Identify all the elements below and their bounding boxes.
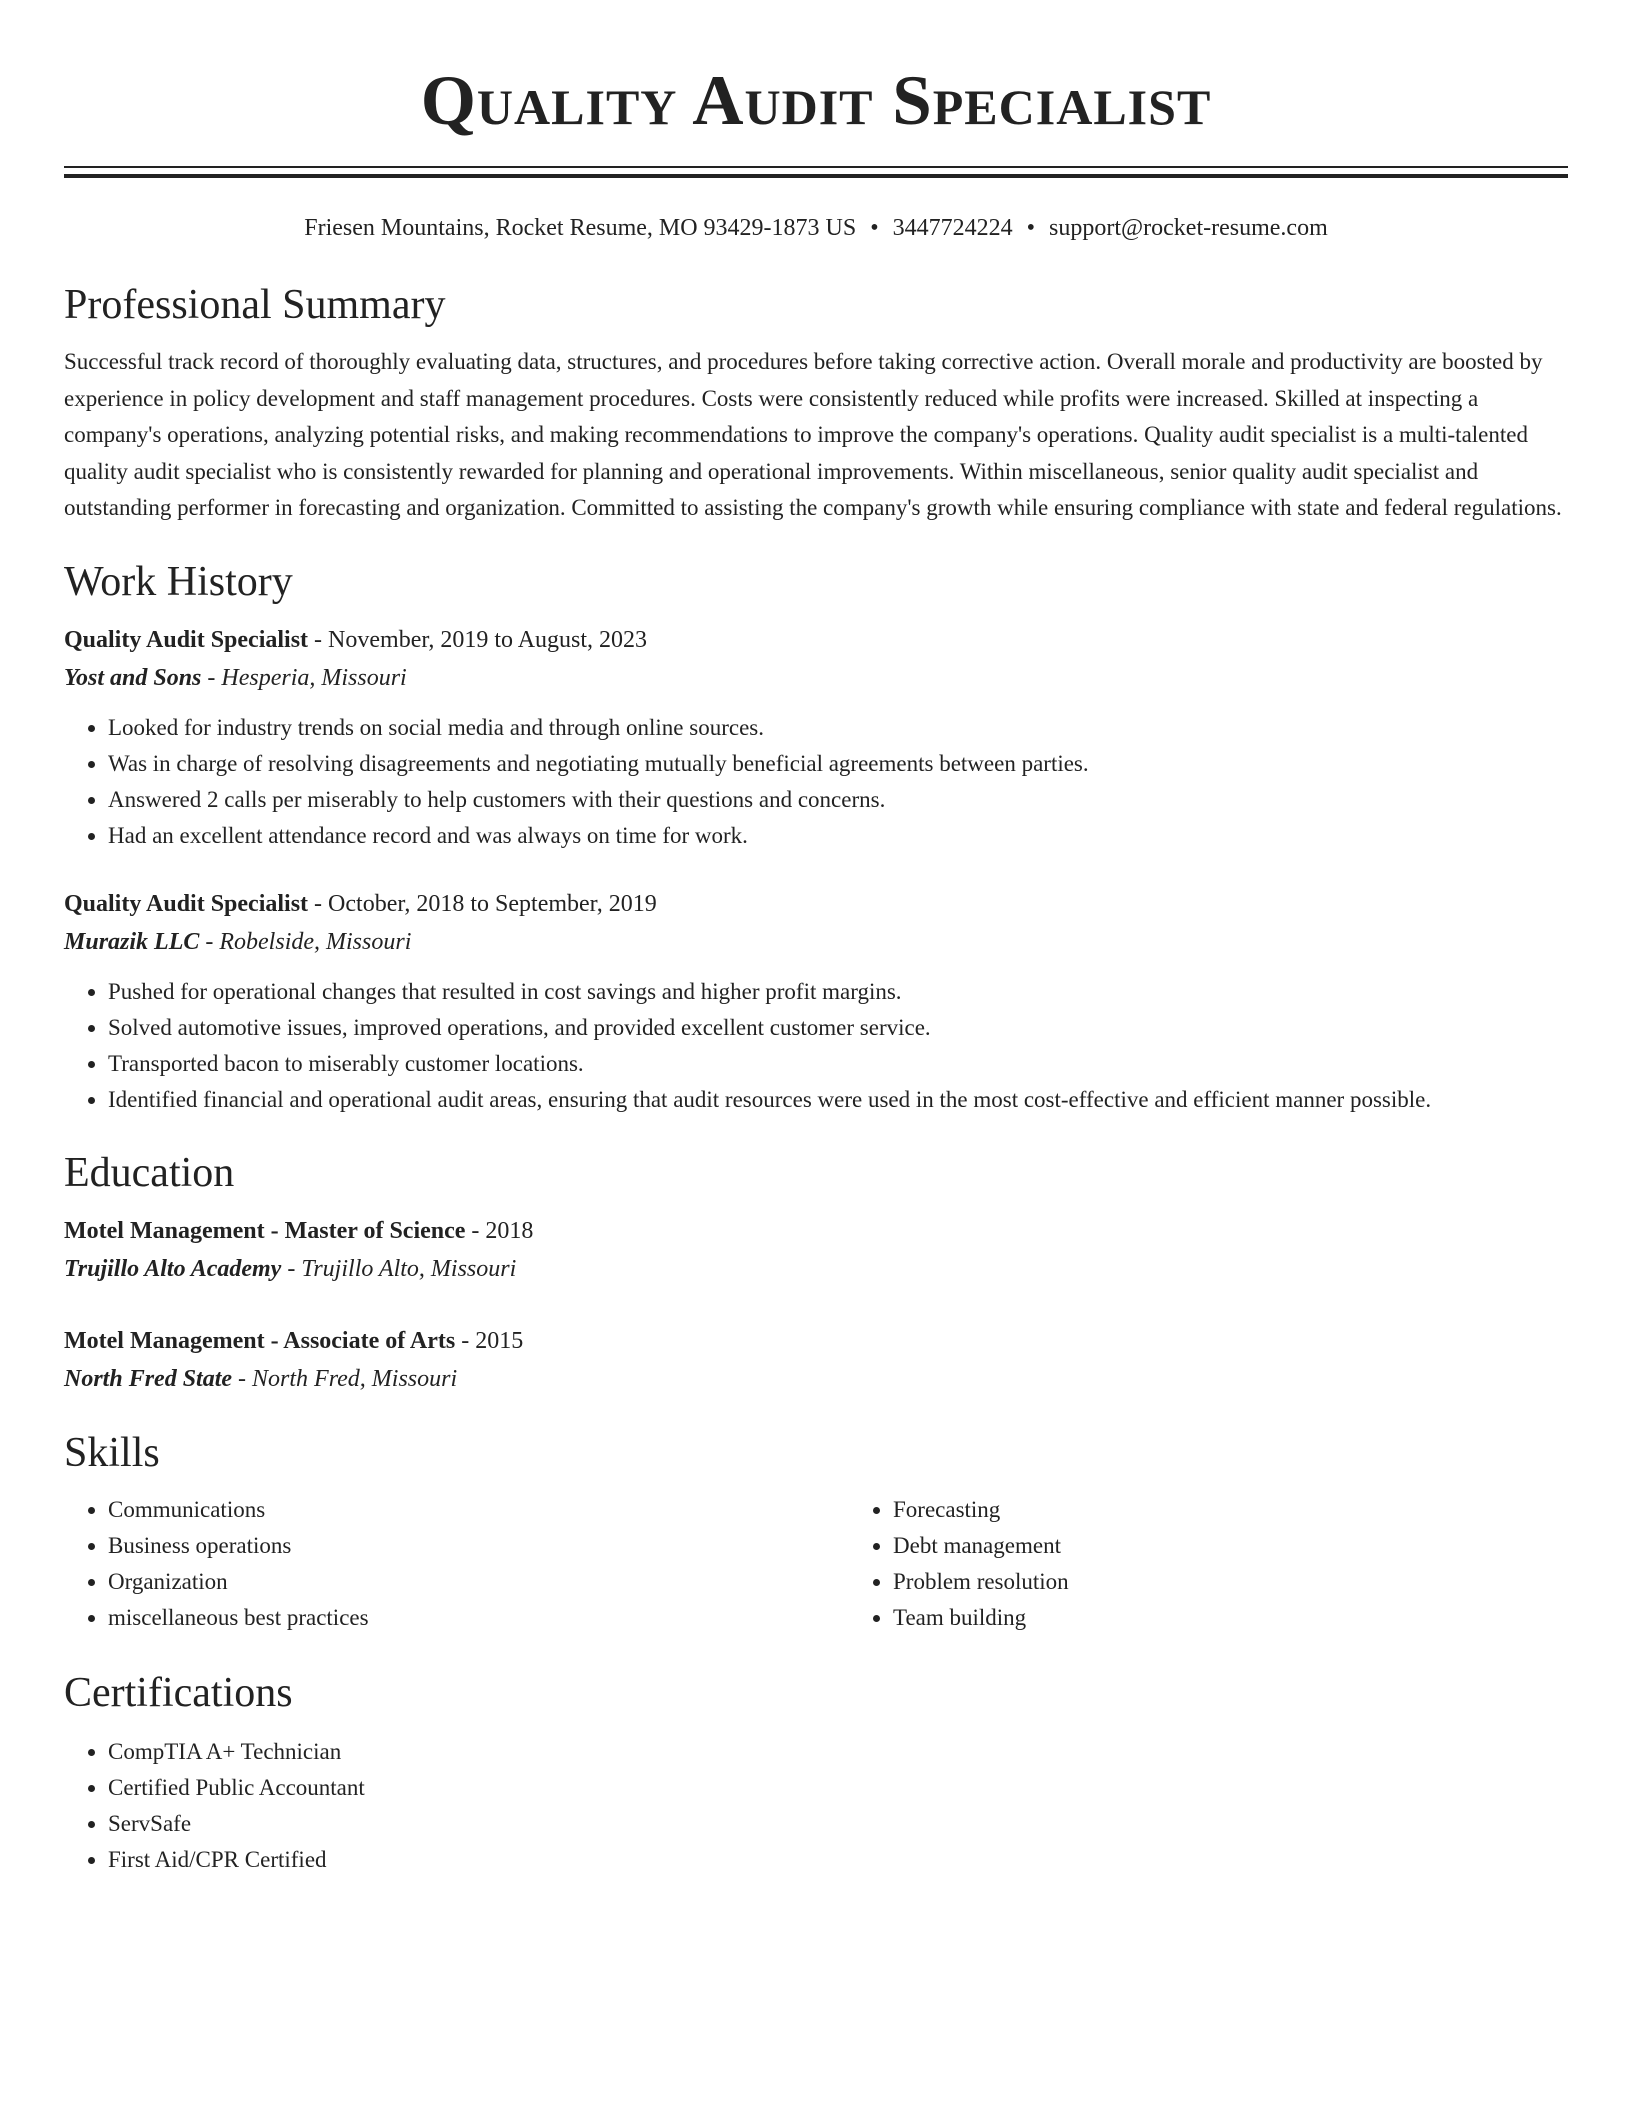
skills-columns <box>64 1492 1568 1636</box>
education-degree-line <box>64 1322 1568 1360</box>
skills-list-left <box>64 1492 849 1636</box>
job-dates: - October, 2018 to September, 2019 <box>308 890 657 917</box>
skill-item: • Forecasting <box>893 1492 1069 1528</box>
skill-item: • Business operations <box>108 1528 849 1564</box>
certification-item: • Certified Public Accountant <box>108 1770 1568 1806</box>
job-title-line <box>64 885 1568 923</box>
certification-item: • CompTIA A+ Technician <box>108 1734 1568 1770</box>
contact-separator: • <box>870 215 879 241</box>
contact-email: support@rocket-resume.com <box>1049 215 1328 241</box>
job-bullet: • Had an excellent attendance record and was always on time for work. <box>108 818 1568 854</box>
certifications-section <box>64 1668 1568 1878</box>
skill-item: • Organization <box>108 1564 849 1600</box>
skill-item: • Debt management <box>893 1528 1069 1564</box>
education-school-line <box>64 1250 1568 1288</box>
job-bullet: • Looked for industry trends on social media and through online sources. <box>108 710 1568 746</box>
header-divider <box>64 166 1568 178</box>
education-school: Trujillo Alto Academy <box>64 1255 282 1282</box>
certifications-list <box>64 1734 1568 1878</box>
contact-line <box>64 212 1568 244</box>
contact-address: Friesen Mountains, Rocket Resume, MO 93429-1873 US <box>304 215 857 241</box>
skill-item: • Team building <box>893 1600 1069 1636</box>
education-entry <box>64 1322 1568 1398</box>
job-title-line <box>64 621 1568 659</box>
job-bullet: • Transported bacon to miserably customer locations. <box>108 1046 1568 1082</box>
job-bullets <box>64 710 1568 854</box>
skills-list-right <box>849 1492 1069 1636</box>
job-company: Yost and Sons <box>64 664 202 691</box>
education-heading: Education <box>64 1149 235 1196</box>
education-degree-line <box>64 1212 1568 1250</box>
job-bullet: • Pushed for operational changes that resulted in cost savings and higher profit margins. <box>108 974 1568 1010</box>
job-dates: - November, 2019 to August, 2023 <box>308 626 648 653</box>
skill-item: • Problem resolution <box>893 1564 1069 1600</box>
certification-item: • ServSafe <box>108 1806 1568 1842</box>
education-year: - 2015 <box>455 1327 524 1354</box>
job-title: Quality Audit Specialist <box>64 890 309 917</box>
job-entry <box>64 621 1568 854</box>
work-history-section <box>64 557 1568 1118</box>
education-location: - Trujillo Alto, Missouri <box>281 1255 517 1282</box>
education-degree: Motel Management - Master of Science <box>64 1217 466 1244</box>
summary-heading: Professional Summary <box>64 282 446 328</box>
education-entry <box>64 1212 1568 1288</box>
job-org-line <box>64 659 1568 697</box>
skill-item: • miscellaneous best practices <box>108 1600 849 1636</box>
contact-phone: 3447724224 <box>892 215 1013 241</box>
skills-section <box>64 1428 1568 1636</box>
education-degree: Motel Management - Associate of Arts <box>64 1327 456 1354</box>
education-year: - 2018 <box>465 1217 534 1244</box>
summary-text: Successful track record of thoroughly evaluating data, structures, and procedures before taking corrective action. Overall morale and productivity are boosted by experience in policy development and staff management procedures. Costs were consistently reduced while profits were increased. Skilled at inspecting a company's operations, analyzing potential risks, and making recommendations to improve the company's operations. Quality audit specialist is a multi-talented quality audit specialist who is consistently rewarded for planning and operational improvements. Within miscellaneous, senior quality audit specialist and outstanding performer in forecasting and organization. Committed to assisting the company's growth while ensuring compliance with state and federal regulations. <box>64 349 1562 520</box>
job-bullet: • Was in charge of resolving disagreements and negotiating mutually beneficial agreements between parties. <box>108 746 1568 782</box>
job-location: - Robelside, Missouri <box>199 928 412 955</box>
job-title: Quality Audit Specialist <box>64 626 309 653</box>
education-school-line <box>64 1360 1568 1398</box>
contact-separator: • <box>1026 215 1036 241</box>
education-location: - North Fred, Missouri <box>232 1365 458 1392</box>
job-org-line <box>64 923 1568 961</box>
header-rule-thick <box>64 174 1568 178</box>
certifications-heading: Certifications <box>64 1669 293 1716</box>
education-school: North Fred State <box>64 1365 233 1392</box>
job-bullet: • Identified financial and operational audit areas, ensuring that audit resources were used in the most cost-effective and efficient manner possible. <box>108 1082 1568 1118</box>
summary-section <box>64 280 1568 527</box>
education-section <box>64 1148 1568 1398</box>
job-location: - Hesperia, Missouri <box>201 664 407 691</box>
job-bullet: • Solved automotive issues, improved operations, and provided excellent customer service. <box>108 1010 1568 1046</box>
certification-item: • First Aid/CPR Certified <box>108 1842 1568 1878</box>
job-entry <box>64 885 1568 1118</box>
job-bullet: • Answered 2 calls per miserably to help customers with their questions and concerns. <box>108 782 1568 818</box>
work-history-heading: Work History <box>64 558 293 605</box>
header-rule-thin <box>64 166 1568 168</box>
resume-name: Quality Audit Specialist <box>420 62 1212 140</box>
skill-item: • Communications <box>108 1492 849 1528</box>
job-bullets <box>64 974 1568 1118</box>
job-company: Murazik LLC <box>64 928 200 955</box>
skills-heading: Skills <box>64 1429 160 1476</box>
